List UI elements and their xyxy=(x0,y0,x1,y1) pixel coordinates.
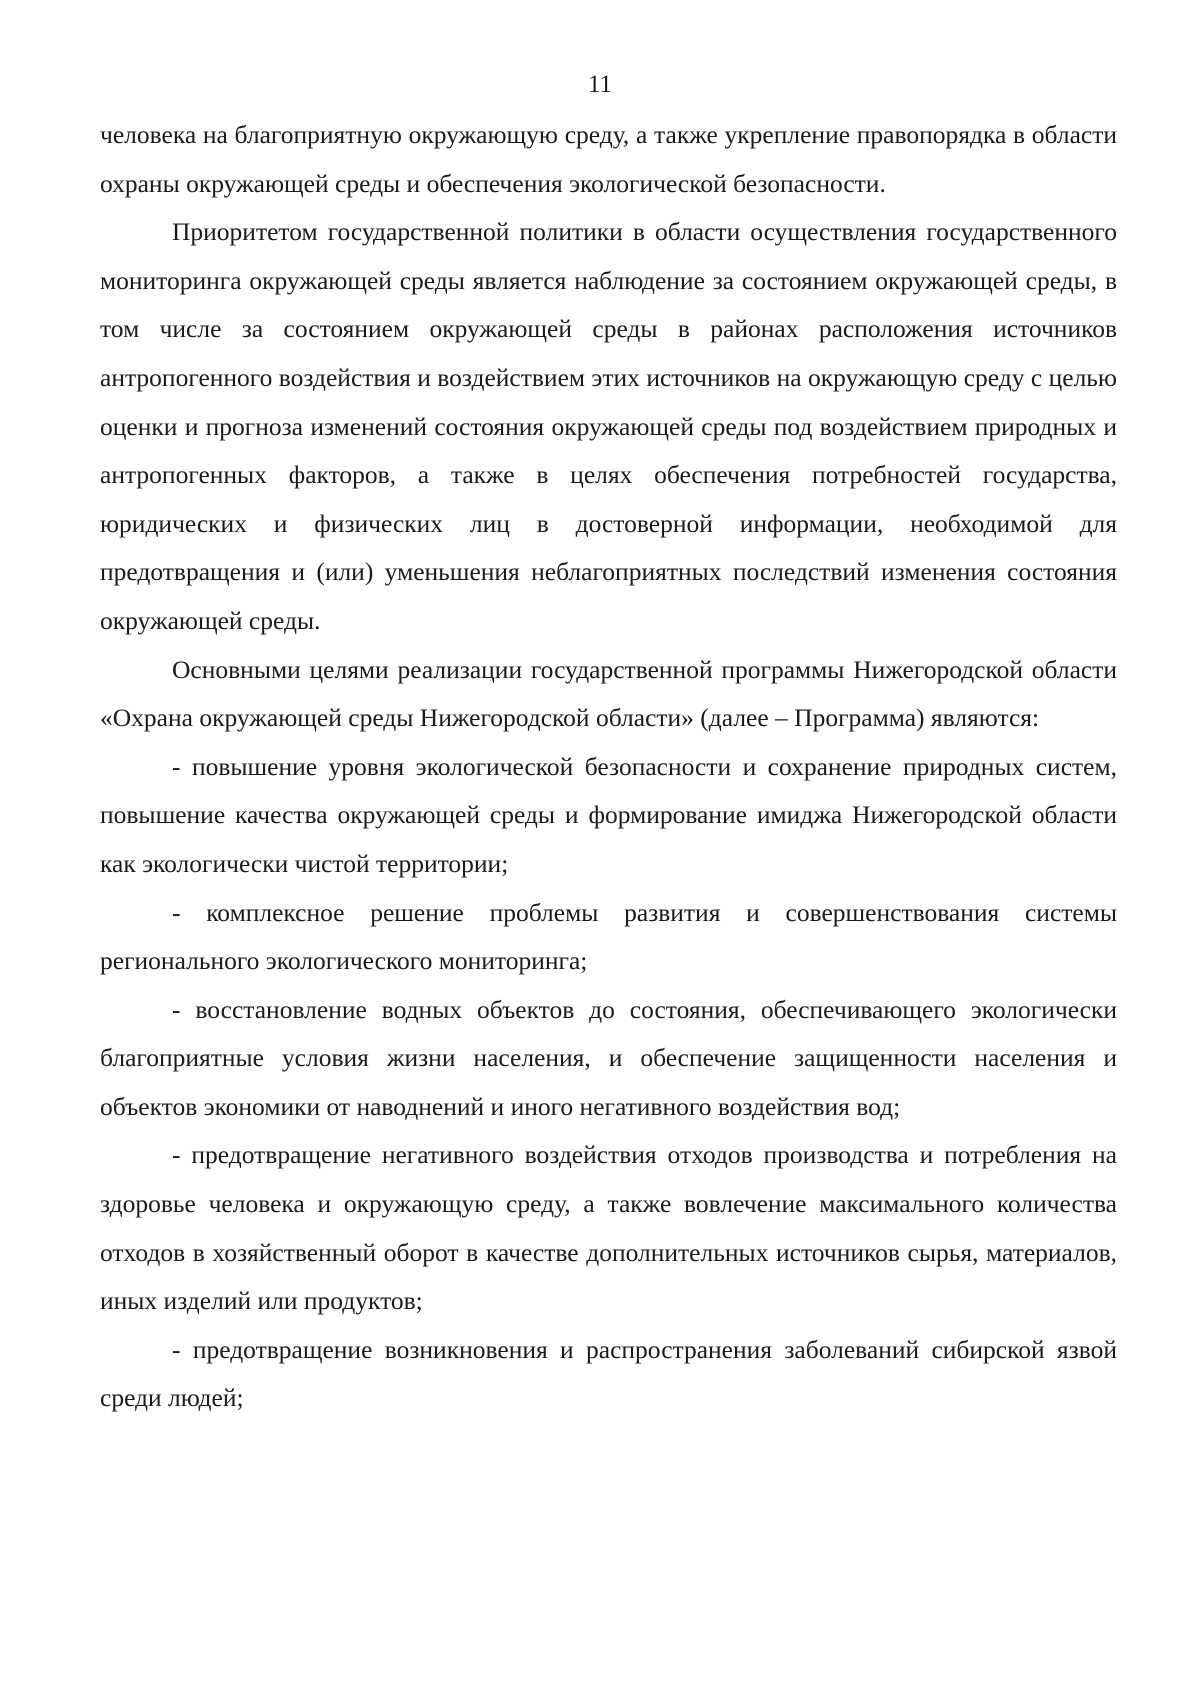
page-number: 11 xyxy=(587,71,613,98)
document-body xyxy=(100,111,1117,1423)
paragraph-program-goals: Основными целями реализации государственной программы Нижегородской области «Охрана окружающей среды Нижегородской области» (далее – Программа) являются: xyxy=(100,654,1117,733)
list-item-water-bodies: - восстановление водных объектов до состояния, обеспечивающего экологически благоприятные условия жизни населения, и обеспечение защищенности населения и объектов экономики от наводнений и иного негативного воздействия вод; xyxy=(100,994,1117,1121)
list-item-anthrax-prevention: - предотвращение возникновения и распространения заболеваний сибирской язвой среди людей; xyxy=(100,1334,1117,1413)
paragraph-continuation: человека на благоприятную окружающую среду, а также укрепление правопорядка в области охраны окружающей среды и обеспечения экологической безопасности. xyxy=(100,120,1117,198)
paragraph-monitoring-priority: Приоритетом государственной политики в области осуществления государственного мониторинга окружающей среды является наблюдение за состоянием окружающей среды, в том числе за состоянием окружающей среды в районах расположения источников антропогенного воздействия и воздействием этих источников на окружающую среду с целью оценки и прогноза изменений состояния окружающей среды под воздействием природных и антропогенных факторов, а также в целях обеспечения потребностей государства, юридических и физических лиц в достоверной информации, необходимой для предотвращения и (или) уменьшения неблагоприятных последствий изменения состояния окружающей среды. xyxy=(100,217,1117,635)
list-item-waste-management: - предотвращение негативного воздействия отходов производства и потребления на здоровье человека и окружающую среду, а также вовлечение максимального количества отходов в хозяйственный оборот в качестве дополнительных источников сырья, материалов, иных изделий или продуктов; xyxy=(100,1140,1117,1316)
list-item-ecological-safety: - повышение уровня экологической безопасности и сохранение природных систем, повышение качества окружающей среды и формирование имиджа Нижегородской области как экологически чистой территории; xyxy=(100,751,1117,878)
list-item-monitoring-system: - комплексное решение проблемы развития и совершенствования системы регионального экологического мониторинга; xyxy=(100,897,1117,976)
